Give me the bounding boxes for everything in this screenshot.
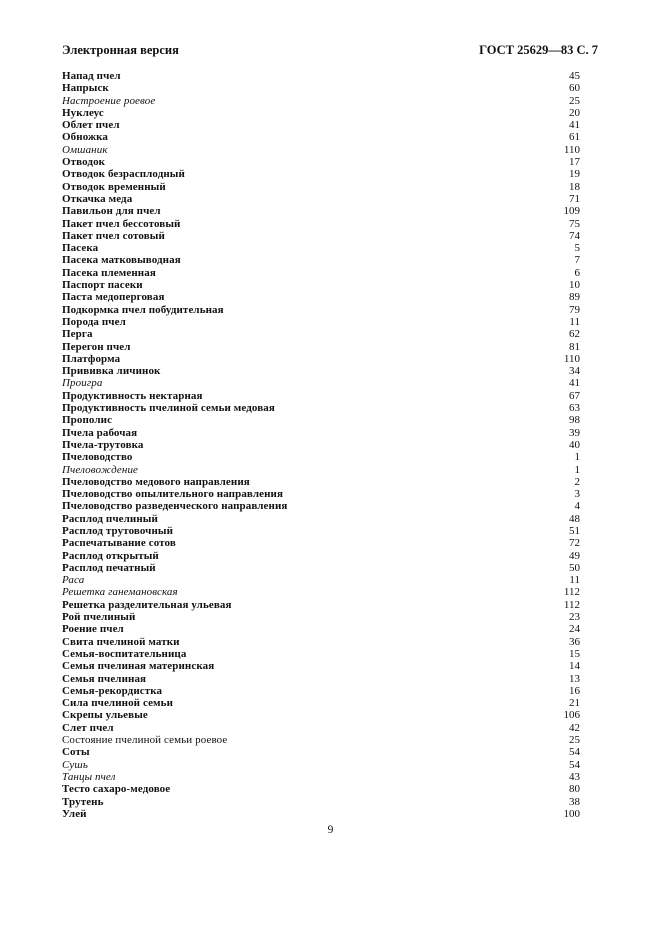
index-entry-page-number: 50 [569, 561, 580, 574]
index-entry [62, 328, 580, 340]
page-header [62, 43, 598, 58]
index-term: Семья-рекордистка [62, 684, 163, 697]
index-entry-page-number: 15 [569, 647, 580, 660]
index-term: Пчеловодство разведенческого направления [62, 500, 288, 513]
index-entry-page-number: 60 [569, 82, 580, 95]
index-entry [62, 242, 580, 254]
index-term: Прополис [62, 414, 113, 427]
index-entry-page-number: 1 [574, 451, 580, 464]
index-term: Паста медоперговая [62, 291, 165, 304]
index-entry-page-number: 7 [574, 254, 580, 267]
index-entry-page-number: 62 [569, 328, 580, 341]
index-entry [62, 513, 580, 525]
index-entry [62, 796, 580, 808]
index-term: Прививка личинок [62, 365, 161, 378]
index-term: Перга [62, 328, 93, 341]
index-entry-page-number: 48 [569, 512, 580, 525]
index-entry [62, 685, 580, 697]
index-entry [62, 304, 580, 316]
index-term: Расплод пчелиный [62, 512, 158, 525]
index-entry-page-number: 67 [569, 389, 580, 402]
index-entry [62, 464, 580, 476]
index-entry [62, 476, 580, 488]
index-term: Нуклеус [62, 106, 104, 119]
index-entry-page-number: 109 [563, 205, 580, 218]
index-entry [62, 267, 580, 279]
index-entry [62, 722, 580, 734]
index-term: Пчеловодство опылительного направления [62, 488, 283, 501]
index-entry [62, 734, 580, 746]
index-entry [62, 439, 580, 451]
index-entry [62, 291, 580, 303]
index-entry-page-number: 100 [563, 807, 580, 820]
index-entry-page-number: 71 [569, 192, 580, 205]
index-term: Семья пчелиная материнская [62, 660, 215, 673]
index-term: Напрыск [62, 82, 109, 95]
index-entry-page-number: 110 [563, 143, 580, 156]
index-entry [62, 488, 580, 500]
index-entry-page-number: 51 [569, 524, 580, 537]
index-term: Состояние пчелиной семьи роевое [62, 734, 228, 747]
index-entry [62, 648, 580, 660]
index-term: Пакет пчел сотовый [62, 229, 165, 242]
index-term: Расплод печатный [62, 561, 156, 574]
index-term: Семья пчелиная [62, 672, 147, 685]
index-term: Танцы пчел [62, 770, 116, 783]
index-term: Пакет пчел бессотовый [62, 217, 181, 230]
index-entry-page-number: 23 [569, 611, 580, 624]
index-entry [62, 168, 580, 180]
index-term: Проигра [62, 377, 103, 390]
index-entry [62, 525, 580, 537]
index-term: Трутень [62, 795, 104, 808]
index-entry-page-number: 74 [569, 229, 580, 242]
index-term: Пасека матковыводная [62, 254, 181, 267]
index-term: Настроение роевое [62, 94, 156, 107]
index-entry-page-number: 112 [563, 598, 580, 611]
index-entry-page-number: 49 [569, 549, 580, 562]
index-entry-page-number: 11 [569, 574, 580, 587]
index-term: Свита пчелиной матки [62, 635, 180, 648]
index-term: Сушь [62, 758, 88, 771]
index-entry-page-number: 21 [569, 697, 580, 710]
index-term: Пасека племенная [62, 266, 156, 279]
index-term: Тесто сахаро-медовое [62, 783, 171, 796]
index-term: Отводок временный [62, 180, 166, 193]
page-number: 9 [327, 824, 334, 836]
index-entry-page-number: 16 [569, 684, 580, 697]
index-entry-page-number: 80 [569, 783, 580, 796]
index-entry-page-number: 112 [563, 586, 580, 599]
index-entry [62, 230, 580, 242]
index-entry-page-number: 38 [569, 795, 580, 808]
index-entry [62, 131, 580, 143]
index-entry [62, 365, 580, 377]
index-term: Отводок [62, 156, 106, 169]
index-entry [62, 562, 580, 574]
index-entry [62, 660, 580, 672]
index-entry-page-number: 19 [569, 168, 580, 181]
index-term: Слет пчел [62, 721, 114, 734]
index-entry [62, 599, 580, 611]
index-term: Платформа [62, 352, 121, 365]
index-term: Продуктивность пчелиной семьи медовая [62, 402, 275, 415]
index-entry [62, 537, 580, 549]
index-entry [62, 95, 580, 107]
index-entry-page-number: 17 [569, 156, 580, 169]
index-entry-page-number: 14 [569, 660, 580, 673]
index-entry [62, 550, 580, 562]
index-term: Напад пчел [62, 70, 121, 82]
index-entry-page-number: 11 [569, 315, 580, 328]
index-entry [62, 156, 580, 168]
index-entry-page-number: 79 [569, 303, 580, 316]
index-entry-page-number: 20 [569, 106, 580, 119]
index-term: Паспорт пасеки [62, 279, 143, 292]
index-entry [62, 107, 580, 119]
header-edition-label: Электронная версия [62, 43, 179, 57]
index-term: Павильон для пчел [62, 205, 161, 218]
index-term: Сила пчелиной семьи [62, 697, 174, 710]
index-entry-page-number: 2 [574, 475, 580, 488]
index-entry [62, 119, 580, 131]
index-entry [62, 377, 580, 389]
index-entry-page-number: 25 [569, 734, 580, 747]
index-entry-page-number: 41 [569, 119, 580, 132]
index-entry-page-number: 13 [569, 672, 580, 685]
index-entry-page-number: 25 [569, 94, 580, 107]
index-entry-page-number: 39 [569, 426, 580, 439]
index-term: Подкормка пчел побудительная [62, 303, 224, 316]
index-entry-page-number: 98 [569, 414, 580, 427]
index-entry-page-number: 10 [569, 279, 580, 292]
index-entry [62, 316, 580, 328]
index-term: Соты [62, 746, 90, 759]
index-term: Расплод трутовочный [62, 524, 174, 537]
index-entry [62, 341, 580, 353]
index-entry-page-number: 45 [569, 70, 580, 82]
index-term: Скрепы ульевые [62, 709, 148, 722]
index-term: Пчеловодство медового направления [62, 475, 250, 488]
index-entry [62, 254, 580, 266]
index-entry [62, 414, 580, 426]
index-entry [62, 808, 580, 820]
index-entry-page-number: 24 [569, 623, 580, 636]
index-entry-page-number: 43 [569, 770, 580, 783]
index-entry-page-number: 6 [574, 266, 580, 279]
index-entry [62, 181, 580, 193]
index-term: Пчеловодство [62, 451, 133, 464]
index-entry [62, 144, 580, 156]
index-entry-page-number: 3 [574, 488, 580, 501]
index-term: Откачка меда [62, 192, 133, 205]
index-list [62, 70, 580, 820]
index-entry [62, 697, 580, 709]
index-entry [62, 709, 580, 721]
index-entry [62, 205, 580, 217]
index-entry [62, 427, 580, 439]
index-term: Облет пчел [62, 119, 120, 132]
index-entry [62, 746, 580, 758]
index-entry [62, 574, 580, 586]
index-entry [62, 402, 580, 414]
index-entry [62, 193, 580, 205]
index-entry [62, 771, 580, 783]
index-term: Семья-воспитательница [62, 647, 187, 660]
index-entry [62, 500, 580, 512]
index-entry [62, 218, 580, 230]
index-entry-page-number: 106 [563, 709, 580, 722]
index-term: Раса [62, 574, 85, 587]
index-entry [62, 783, 580, 795]
header-gost-number: ГОСТ 25629—83 С. 7 [479, 43, 598, 57]
index-entry [62, 353, 580, 365]
index-entry-page-number: 54 [569, 746, 580, 759]
index-term: Пчеловождение [62, 463, 139, 476]
index-entry [62, 390, 580, 402]
page-footer [0, 824, 661, 836]
index-entry-page-number: 5 [574, 242, 580, 255]
index-entry-page-number: 110 [563, 352, 580, 365]
index-term: Отводок безрасплодный [62, 168, 185, 181]
index-term: Пчела рабочая [62, 426, 138, 439]
index-term: Пчела-трутовка [62, 438, 144, 451]
index-entry-page-number: 18 [569, 180, 580, 193]
index-entry-page-number: 40 [569, 438, 580, 451]
index-entry-page-number: 1 [574, 463, 580, 476]
index-entry-page-number: 34 [569, 365, 580, 378]
index-term: Обножка [62, 131, 108, 144]
index-entry [62, 82, 580, 94]
index-term: Решетка разделительная ульевая [62, 598, 232, 611]
index-term: Перегон пчел [62, 340, 131, 353]
index-term: Роение пчел [62, 623, 124, 636]
index-entry [62, 673, 580, 685]
index-entry [62, 611, 580, 623]
index-entry-page-number: 89 [569, 291, 580, 304]
index-entry-page-number: 61 [569, 131, 580, 144]
index-entry-page-number: 72 [569, 537, 580, 550]
index-entry-page-number: 36 [569, 635, 580, 648]
index-entry-page-number: 75 [569, 217, 580, 230]
index-entry [62, 586, 580, 598]
index-term: Продуктивность нектарная [62, 389, 203, 402]
index-entry [62, 636, 580, 648]
index-entry [62, 451, 580, 463]
index-entry [62, 623, 580, 635]
index-entry-page-number: 54 [569, 758, 580, 771]
index-term: Решетка ганемановская [62, 586, 178, 599]
index-term: Распечатывание сотов [62, 537, 176, 550]
index-term: Рой пчелиный [62, 611, 136, 624]
index-term: Расплод открытый [62, 549, 159, 562]
index-entry-page-number: 4 [574, 500, 580, 513]
index-entry-page-number: 81 [569, 340, 580, 353]
index-term: Омшаник [62, 143, 108, 156]
index-term: Улей [62, 807, 87, 820]
index-entry-page-number: 63 [569, 402, 580, 415]
index-entry-page-number: 42 [569, 721, 580, 734]
index-entry [62, 759, 580, 771]
index-entry [62, 279, 580, 291]
index-entry-page-number: 41 [569, 377, 580, 390]
index-entry [62, 70, 580, 82]
index-term: Порода пчел [62, 315, 126, 328]
index-term: Пасека [62, 242, 99, 255]
